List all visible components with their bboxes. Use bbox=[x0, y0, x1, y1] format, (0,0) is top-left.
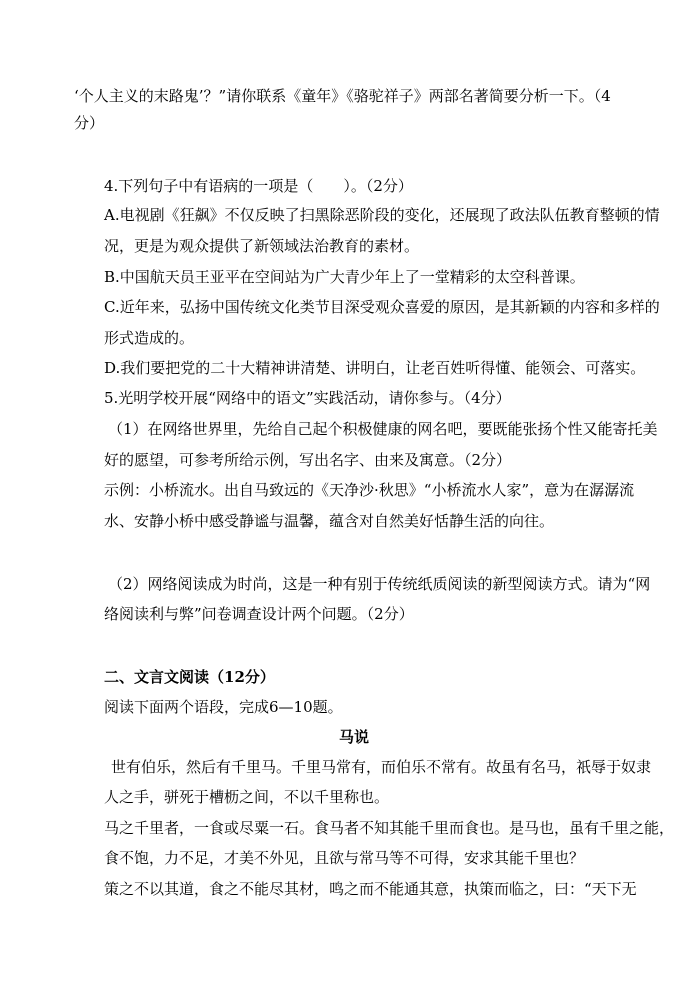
passage-para-1-line-2: 人之手，骈死于槽枥之间，不以千里称也。 bbox=[104, 788, 390, 806]
passage-para-3-line-1: 策之不以其道，食之不能尽其材，鸣之而不能通其意，执策而临之，曰：“天下无 bbox=[104, 880, 637, 898]
section-heading: 二、文言文阅读（12分） bbox=[104, 668, 275, 686]
q5-part2-line-2: 络阅读利与弊”问卷调查设计两个问题。（2分） bbox=[104, 605, 414, 623]
reading-instruction: 阅读下面两个语段，完成6—10题。 bbox=[104, 698, 343, 716]
passage-para-1-line-1: 世有伯乐，然后有千里马。千里马常有，而伯乐不常有。故虽有名马，祇辱于奴隶 bbox=[111, 758, 652, 776]
q4-option-d: D.我们要把党的二十大精神讲清楚、讲明白，让老百姓听得懂、能领会、可落实。 bbox=[104, 359, 646, 377]
q4-option-b: B.中国航天员王亚平在空间站为广大青少年上了一堂精彩的太空科普课。 bbox=[104, 268, 585, 286]
continuation-line-2: 分） bbox=[74, 114, 105, 132]
q4-stem: 4.下列句子中有语病的一项是（ ）。（2分） bbox=[104, 177, 413, 195]
q4-option-c-line-2: 形式造成的。 bbox=[104, 329, 195, 347]
continuation-line-1: ‘个人主义的末路鬼’？”请你联系《童年》《骆驼祥子》两部名著简要分析一下。（4 bbox=[74, 87, 611, 105]
q4-option-a-line-2: 况，更是为观众提供了新领域法治教育的素材。 bbox=[104, 237, 420, 255]
passage-title: 马说 bbox=[338, 728, 369, 746]
q4-option-c-line-1: C.近年来，弘扬中国传统文化类节目深受观众喜爱的原因，是其新颖的内容和多样的 bbox=[104, 298, 660, 316]
passage-para-2-line-1: 马之千里者，一食或尽粟一石。食马者不知其能千里而食也。是马也，虽有千里之能， bbox=[104, 819, 675, 837]
q5-example-line-1: 示例：小桥流水。出自马致远的《天净沙·秋思》“小桥流水人家”，意为在潺潺流 bbox=[104, 481, 635, 499]
q5-part1-line-2: 好的愿望，可参考所给示例，写出名字、由来及寓意。（2分） bbox=[104, 451, 512, 469]
q4-option-a-line-1: A.电视剧《狂飙》不仅反映了扫黑除恶阶段的变化，还展现了政法队伍教育整顿的情 bbox=[104, 206, 660, 224]
q5-part1-line-1: （1）在网络世界里，先给自己起个积极健康的网名吧，要既能张扬个性又能寄托美 bbox=[108, 420, 658, 438]
q5-part2-line-1: （2）网络阅读成为时尚，这是一种有别于传统纸质阅读的新型阅读方式。请为“网 bbox=[108, 575, 651, 593]
passage-para-2-line-2: 食不饱，力不足，才美不外见，且欲与常马等不可得，安求其能千里也？ bbox=[104, 849, 585, 867]
q5-example-line-2: 水、安静小桥中感受静谧与温馨，蕴含对自然美好恬静生活的向往。 bbox=[104, 512, 555, 530]
q5-stem: 5.光明学校开展“网络中的语文”实践活动，请你参与。（4分） bbox=[104, 389, 511, 407]
